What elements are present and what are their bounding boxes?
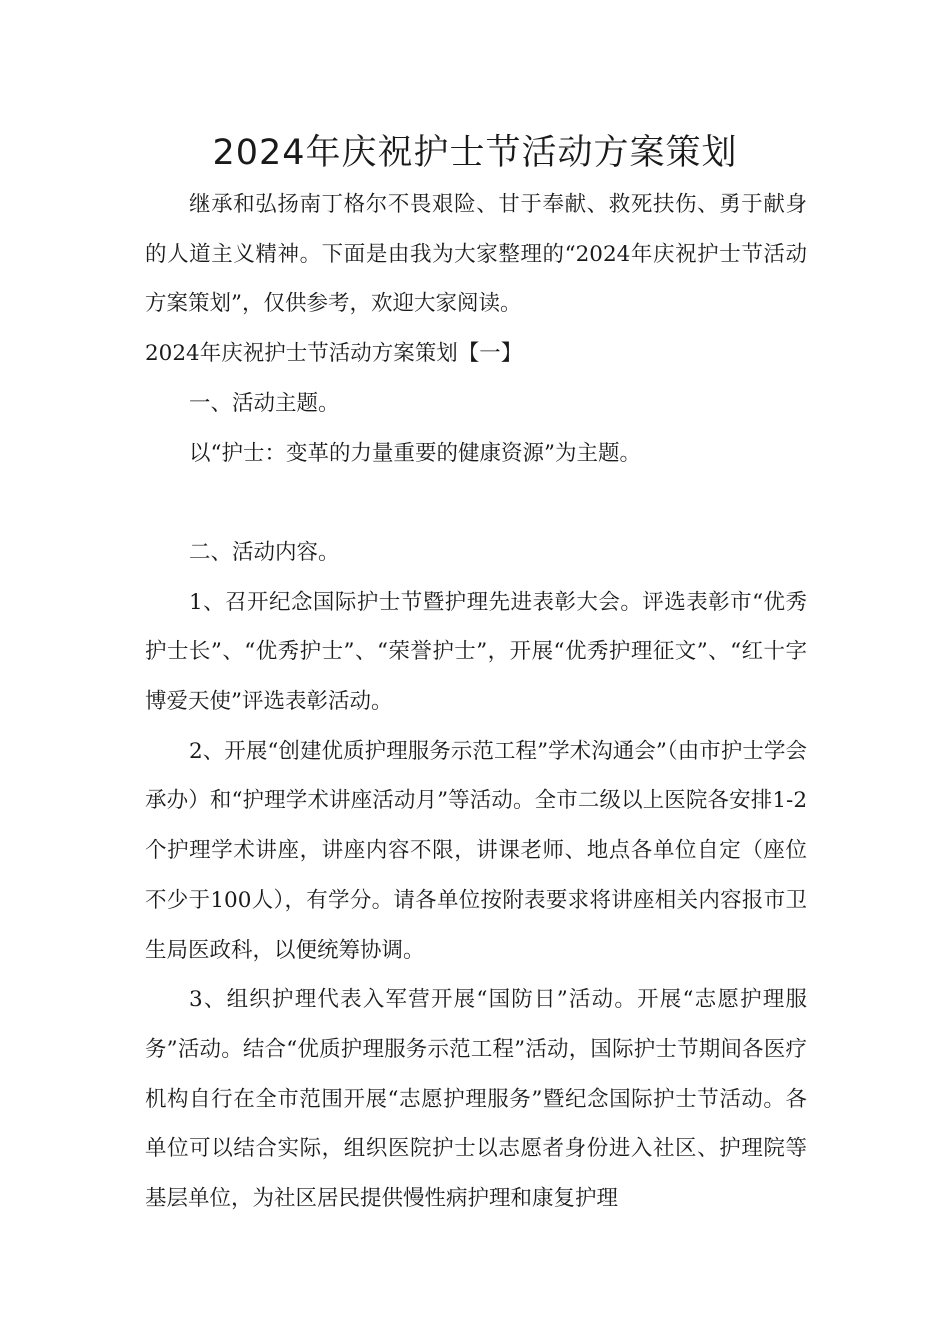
theme-paragraph: 以“护士：变革的力量重要的健康资源”为主题。 bbox=[189, 440, 641, 466]
content-item-3: 3、组织护理代表入军营开展“国防日”活动。开展“志愿护理服务”活动。结合“优质护理服务示范工程”活动，国际护士节期间各医疗机构自行在全市范围开展“志愿护理服务”暨纪念国际护士节活动。各单位可以结合实际，组织医院护士以志愿者身份进入社区、护理院等基层单位，为社区居民提供慢性病护理和康复护理 bbox=[145, 987, 807, 1212]
content-item-1: 1、召开纪念国际护士节暨护理先进表彰大会。评选表彰市“优秀护士长”、“优秀护士”、“荣誉护士”，开展“优秀护理征文”、“红十字博爱天使”评选表彰活动。 bbox=[145, 589, 807, 715]
intro-paragraph: 继承和弘扬南丁格尔不畏艰险、甘于奉献、救死扶伤、勇于献身的人道主义精神。下面是由我为大家整理的“2024年庆祝护士节活动方案策划”，仅供参考，欢迎大家阅读。 bbox=[145, 192, 807, 317]
theme-heading: 一、活动主题。 bbox=[189, 390, 340, 416]
document-body bbox=[145, 180, 807, 1224]
blank-line bbox=[145, 478, 807, 528]
document-title: 2024年庆祝护士节活动方案策划 bbox=[212, 133, 738, 173]
content-heading: 二、活动内容。 bbox=[189, 539, 340, 565]
section-heading: 2024年庆祝护士节活动方案策划【一】 bbox=[145, 341, 523, 367]
content-item-2: 2、开展“创建优质护理服务示范工程”学术沟通会”（由市护士学会承办）和“护理学术讲座活动月”等活动。全市二级以上医院各安排1-2个护理学术讲座，讲座内容不限，讲课老师、地点各单位自定（座位不少于100人），有学分。请各单位按附表要求将讲座相关内容报市卫生局医政科，以便统筹协调。 bbox=[145, 738, 807, 963]
